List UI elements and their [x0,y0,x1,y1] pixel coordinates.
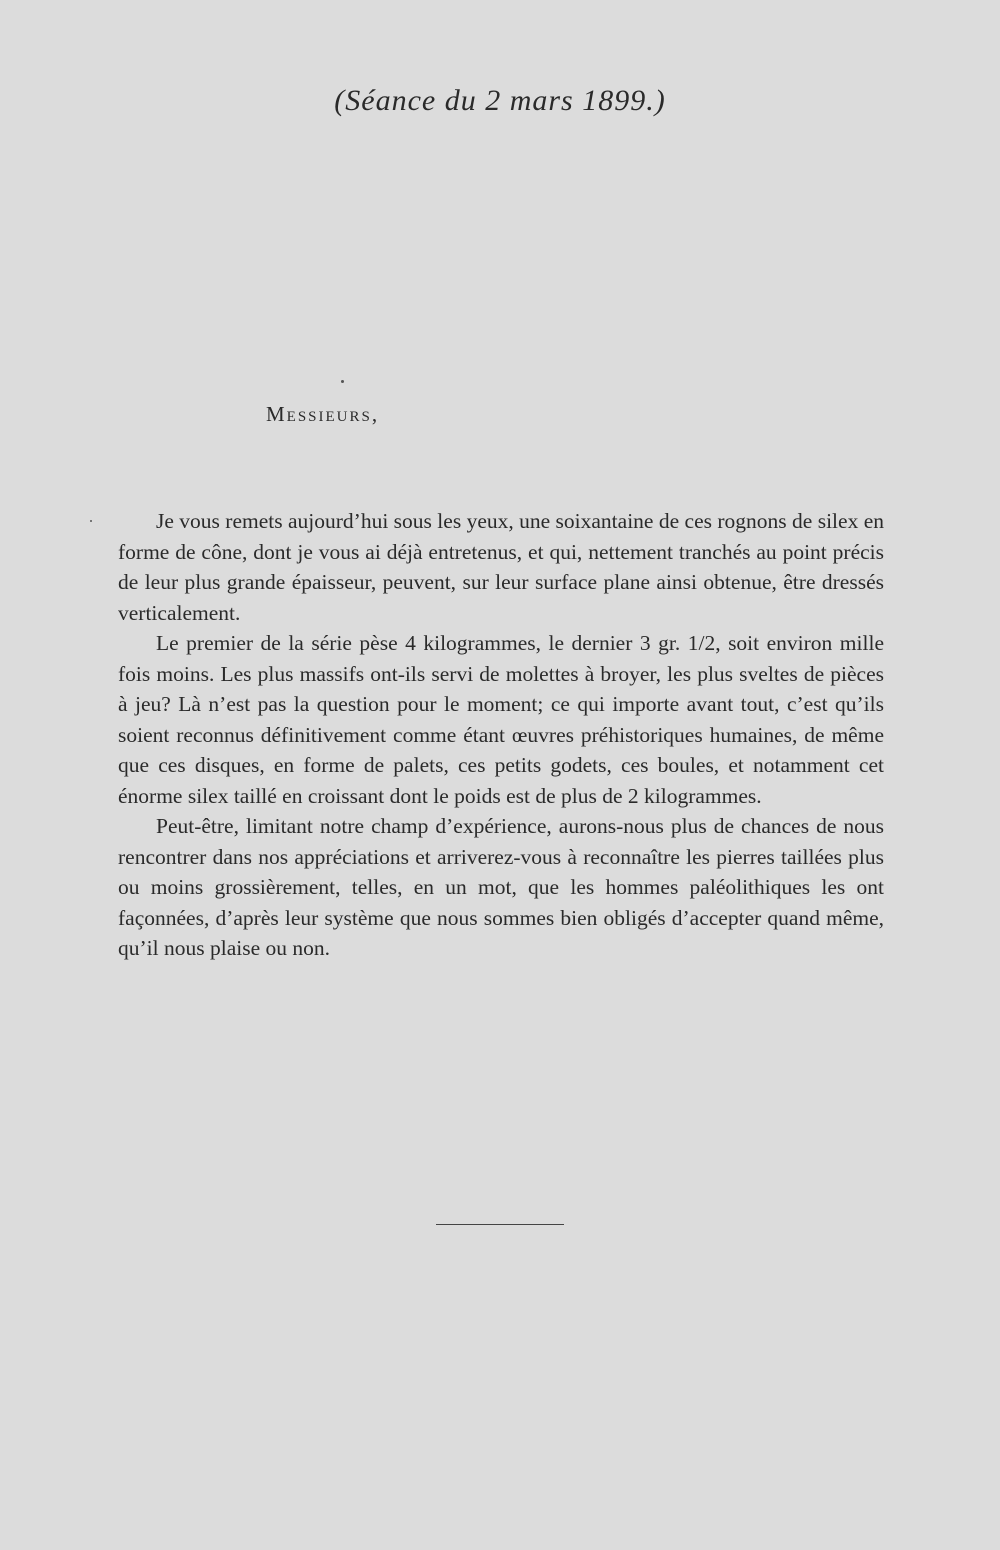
body-text [118,506,884,964]
salutation: Messieurs, [266,402,380,426]
closing-divider [436,1224,564,1225]
session-title: (Séance du 2 mars 1899.) [334,84,666,117]
ink-speck [90,520,92,522]
paragraph: Je vous remets aujourd’hui sous les yeux, une soixantaine de ces rognons de silex en forme de cône, dont je vous ai déjà entretenus, et qui, nettement tranchés au point précis de leur plus grande épaisseur, peuvent, sur leur surface plane ainsi obtenue, être dressés verticalement. [118,509,884,625]
paragraph: Peut-être, limitant notre champ d’expérience, aurons-nous plus de chances de nous rencontrer dans nos appréciations et arriverez-vous à reconnaître les pierres taillées plus ou moins grossièrement, telles, en un mot, que les hommes paléolithiques les ont façonnées, d’après leur système que nous sommes bien obligés d’accepter quand même, qu’il nous plaise ou non. [118,814,884,960]
paragraph: Le premier de la série pèse 4 kilogrammes, le dernier 3 gr. 1/2, soit environ mille fois moins. Les plus massifs ont-ils servi de molettes à broyer, les plus sveltes de pièces à jeu? Là n’est pas la question pour le moment; ce qui importe avant tout, c’est qu’ils soient reconnus définitivement comme étant œuvres préhistoriques humaines, de même que ces disques, en forme de palets, ces petits godets, ces boules, et notamment cet énorme silex taillé en croissant dont le poids est de plus de 2 kilogrammes. [118,631,884,808]
ink-speck [341,380,344,383]
